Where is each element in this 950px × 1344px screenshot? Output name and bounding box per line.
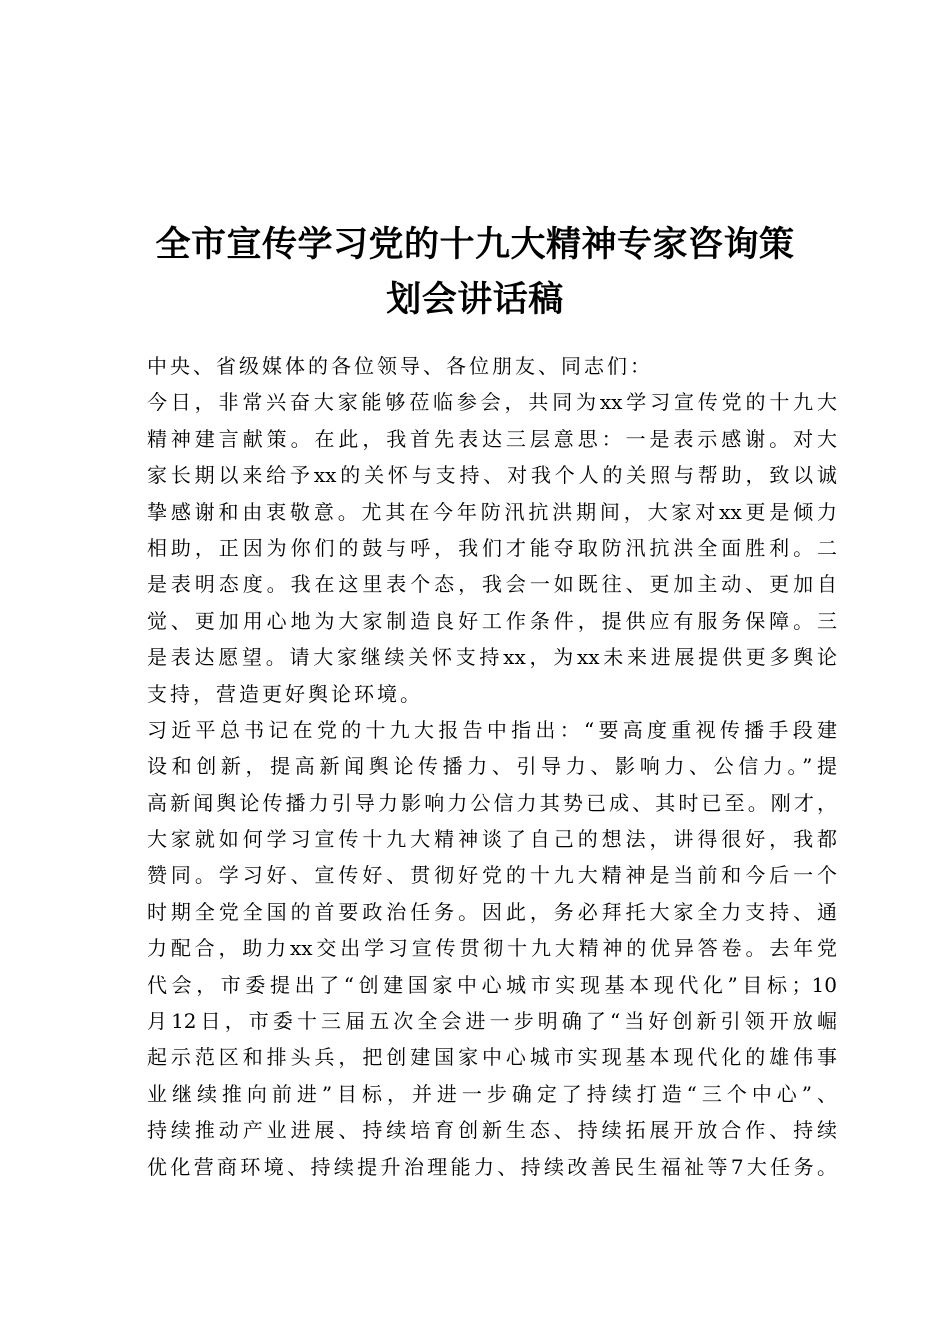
body-line: 赞同。学习好、宣传好、贯彻好党的十九大精神是当前和今后一个 bbox=[147, 863, 837, 888]
body-line: 是表达愿望。请大家继续关怀支持xx，为xx未来进展提供更多舆论 bbox=[147, 645, 837, 670]
body-line: 持续推动产业进展、持续培育创新生态、持续拓展开放合作、持续 bbox=[147, 1118, 837, 1143]
title-line-1: 全市宣传学习党的十九大精神专家咨询策 bbox=[155, 225, 795, 265]
body-line: 代会，市委提出了“创建国家中心城市实现基本现代化”目标；10 bbox=[147, 972, 837, 997]
body-line: 设和创新，提高新闻舆论传播力、引导力、影响力、公信力。”提 bbox=[147, 754, 837, 779]
body-line: 挚感谢和由衷敬意。尤其在今年防汛抗洪期间，大家对xx更是倾力 bbox=[147, 499, 837, 524]
body-line: 高新闻舆论传播力引导力影响力公信力其势已成、其时已至。刚才， bbox=[147, 790, 837, 815]
title-line-2: 划会讲话稿 bbox=[386, 280, 564, 320]
document-body bbox=[147, 348, 837, 1185]
body-line: 起示范区和排头兵，把创建国家中心城市实现基本现代化的雄伟事 bbox=[147, 1045, 837, 1070]
body-line: 时期全党全国的首要政治任务。因此，务必拜托大家全力支持、通 bbox=[147, 899, 837, 924]
document-title bbox=[120, 218, 830, 328]
body-line: 大家就如何学习宣传十九大精神谈了自己的想法，讲得很好，我都 bbox=[147, 827, 837, 852]
body-line: 相助，正因为你们的鼓与呼，我们才能夺取防汛抗洪全面胜利。二 bbox=[147, 535, 837, 560]
body-line: 月12日，市委十三届五次全会进一步明确了“当好创新引领开放崛 bbox=[147, 1009, 837, 1034]
body-line: 精神建言献策。在此，我首先表达三层意思：一是表示感谢。对大 bbox=[147, 426, 837, 451]
salutation-line: 中央、省级媒体的各位领导、各位朋友、同志们： bbox=[147, 354, 653, 378]
body-line: 家长期以来给予xx的关怀与支持、对我个人的关照与帮助，致以诚 bbox=[147, 463, 837, 488]
body-line: 优化营商环境、持续提升治理能力、持续改善民生福祉等7大任务。 bbox=[147, 1154, 837, 1179]
body-line: 力配合，助力xx交出学习宣传贯彻十九大精神的优异答卷。去年党 bbox=[147, 936, 837, 961]
body-line: 今日，非常兴奋大家能够莅临参会，共同为xx学习宣传党的十九大 bbox=[147, 390, 837, 415]
body-line: 是表明态度。我在这里表个态，我会一如既往、更加主动、更加自 bbox=[147, 572, 837, 597]
body-line: 觉、更加用心地为大家制造良好工作条件，提供应有服务保障。三 bbox=[147, 608, 837, 633]
body-line: 习近平总书记在党的十九大报告中指出：“要高度重视传播手段建 bbox=[147, 717, 837, 742]
body-line: 支持，营造更好舆论环境。 bbox=[147, 681, 423, 706]
body-line: 业继续推向前进”目标，并进一步确定了持续打造“三个中心”、 bbox=[147, 1081, 837, 1106]
